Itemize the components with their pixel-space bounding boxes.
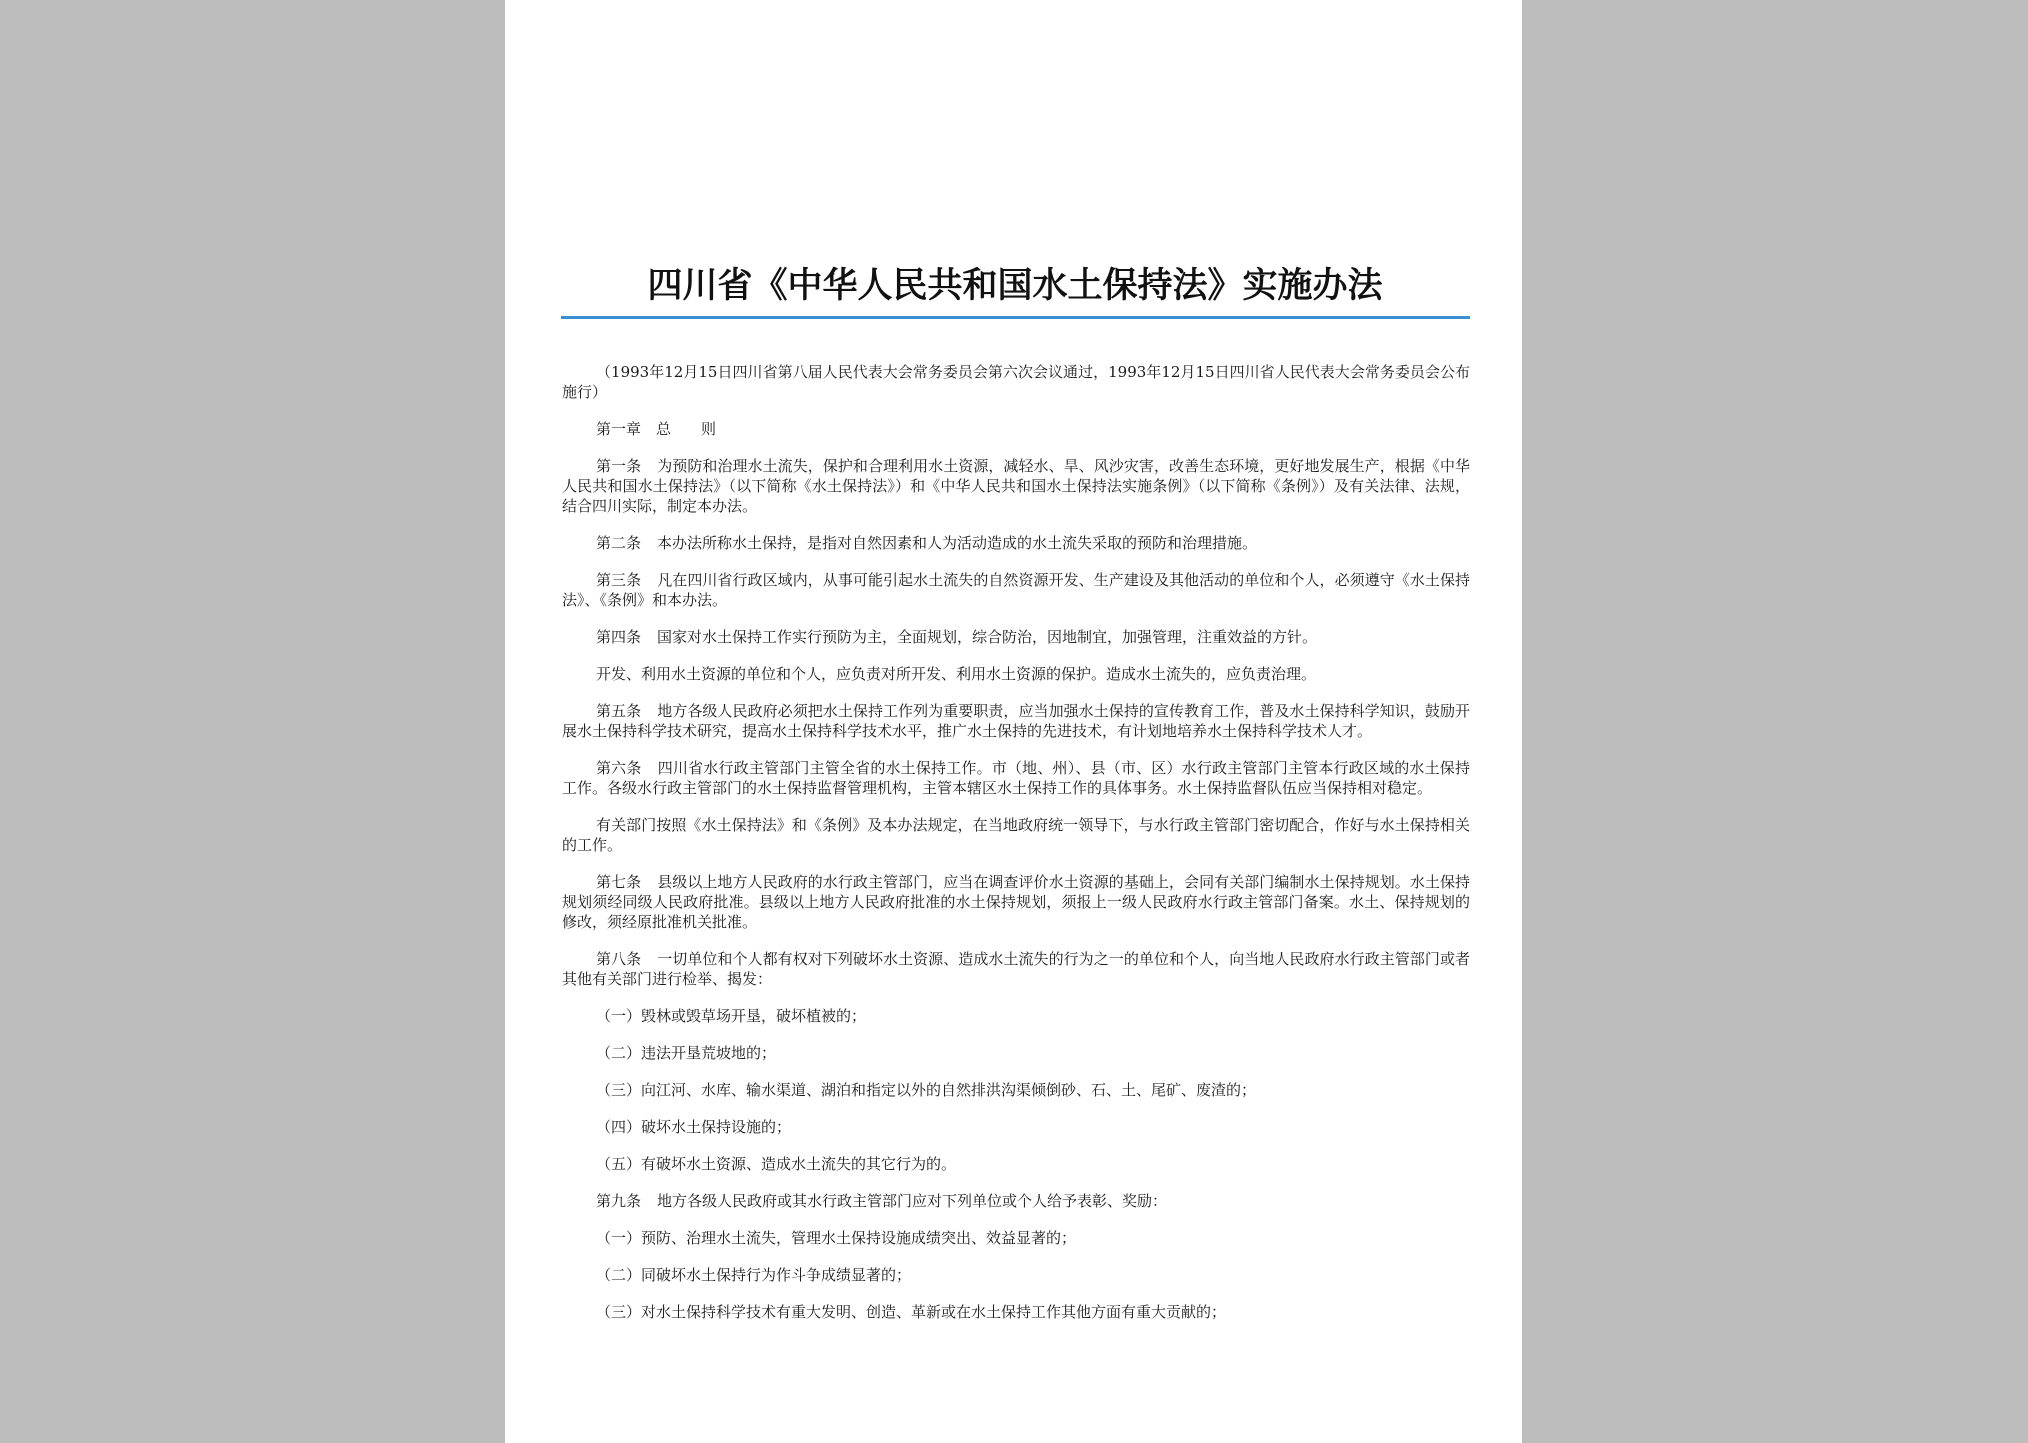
article-text: 四川省水行政主管部门主管全省的水土保持工作。市（地、州）、县（市、区）水行政主管部门主管本行政区域的水土保持工作。各级水行政主管部门的水土保持监督管理机构，主管本辖区水土保持工作的具体事务。水土保持监督队伍应当保持相对稳定。 [562, 759, 1470, 797]
document-body [562, 362, 1470, 1339]
preamble: （1993年12月15日四川省第八届人民代表大会常务委员会第六次会议通过，1993年12月15日四川省人民代表大会常务委员会公布施行） [562, 363, 1470, 401]
list-item: （三）向江河、水库、输水渠道、湖泊和指定以外的自然排洪沟渠倾倒砂、石、土、尾矿、废渣的； [596, 1081, 1257, 1099]
article-2 [562, 533, 1470, 553]
article-4 [562, 627, 1470, 647]
document-title: 四川省《中华人民共和国水土保持法》实施办法 [647, 265, 1383, 306]
article-9 [562, 1191, 1470, 1211]
document-page [505, 0, 1522, 1443]
article-text: 国家对水土保持工作实行预防为主，全面规划，综合防治，因地制宜，加强管理，注重效益的方针。 [657, 628, 1318, 646]
article-label: 第九条 [596, 1192, 642, 1210]
article-6-paragraph-2 [562, 815, 1470, 855]
list-item: （三）对水土保持科学技术有重大发明、创造、革新或在水土保持工作其他方面有重大贡献的； [596, 1303, 1227, 1321]
article-6 [562, 758, 1470, 798]
article-label: 第三条 [596, 571, 642, 589]
article-5 [562, 701, 1470, 741]
article-text: 地方各级人民政府必须把水土保持工作列为重要职责，应当加强水土保持的宣传教育工作，普及水土保持科学知识，鼓励开展水土保持科学技术研究，提高水土保持科学技术水平，推广水土保持的先进技术，有计划地培养水土保持科学技术人才。 [562, 702, 1470, 740]
article-1 [562, 456, 1470, 516]
article-label: 第八条 [596, 950, 642, 968]
article-text: 凡在四川省行政区域内，从事可能引起水土流失的自然资源开发、生产建设及其他活动的单位和个人，必须遵守《水土保持法》、《条例》和本办法。 [562, 571, 1470, 609]
title-underline [561, 316, 1470, 319]
chapter-heading: 第一章 总 则 [596, 420, 717, 438]
article-label: 第六条 [596, 759, 642, 777]
article-3 [562, 570, 1470, 610]
article-text: 本办法所称水土保持，是指对自然因素和人为活动造成的水土流失采取的预防和治理措施。 [657, 534, 1258, 552]
article-label: 第四条 [596, 628, 642, 646]
article-text: 开发、利用水土资源的单位和个人，应负责对所开发、利用水土资源的保护。造成水土流失的，应负责治理。 [596, 665, 1317, 683]
article-text: 为预防和治理水土流失，保护和合理利用水土资源，减轻水、旱、风沙灾害，改善生态环境，更好地发展生产，根据《中华人民共和国水土保持法》（以下简称《水土保持法》）和《中华人民共和国水土保持法实施条例》（以下简称《条例》）及有关法律、法规，结合四川实际，制定本办法。 [562, 457, 1470, 515]
article-label: 第七条 [596, 873, 642, 891]
list-item: （二）违法开垦荒坡地的； [596, 1044, 777, 1062]
list-item: （二）同破坏水土保持行为作斗争成绩显著的； [596, 1266, 912, 1284]
article-text: 有关部门按照《水土保持法》和《条例》及本办法规定，在当地政府统一领导下，与水行政主管部门密切配合，作好与水土保持相关的工作。 [562, 816, 1470, 854]
article-8 [562, 949, 1470, 989]
list-item: （五）有破坏水土资源、造成水土流失的其它行为的。 [596, 1155, 957, 1173]
article-4-paragraph-2 [562, 664, 1470, 684]
list-item: （四）破坏水土保持设施的； [596, 1118, 792, 1136]
list-item: （一）预防、治理水土流失，管理水土保持设施成绩突出、效益显著的； [596, 1229, 1077, 1247]
article-label: 第二条 [596, 534, 642, 552]
article-text: 地方各级人民政府或其水行政主管部门应对下列单位或个人给予表彰、奖励： [657, 1192, 1168, 1210]
article-7 [562, 872, 1470, 932]
list-item: （一）毁林或毁草场开垦，破坏植被的； [596, 1007, 867, 1025]
article-text: 县级以上地方人民政府的水行政主管部门，应当在调查评价水土资源的基础上，会同有关部门编制水土保持规划。水土保持规划须经同级人民政府批准。县级以上地方人民政府批准的水土保持规划，须报上一级人民政府水行政主管部门备案。水土、保持规划的修改，须经原批准机关批准。 [562, 873, 1470, 931]
article-label: 第五条 [596, 702, 642, 720]
article-label: 第一条 [596, 457, 642, 475]
article-text: 一切单位和个人都有权对下列破坏水土资源、造成水土流失的行为之一的单位和个人，向当地人民政府水行政主管部门或者其他有关部门进行检举、揭发： [562, 950, 1470, 988]
